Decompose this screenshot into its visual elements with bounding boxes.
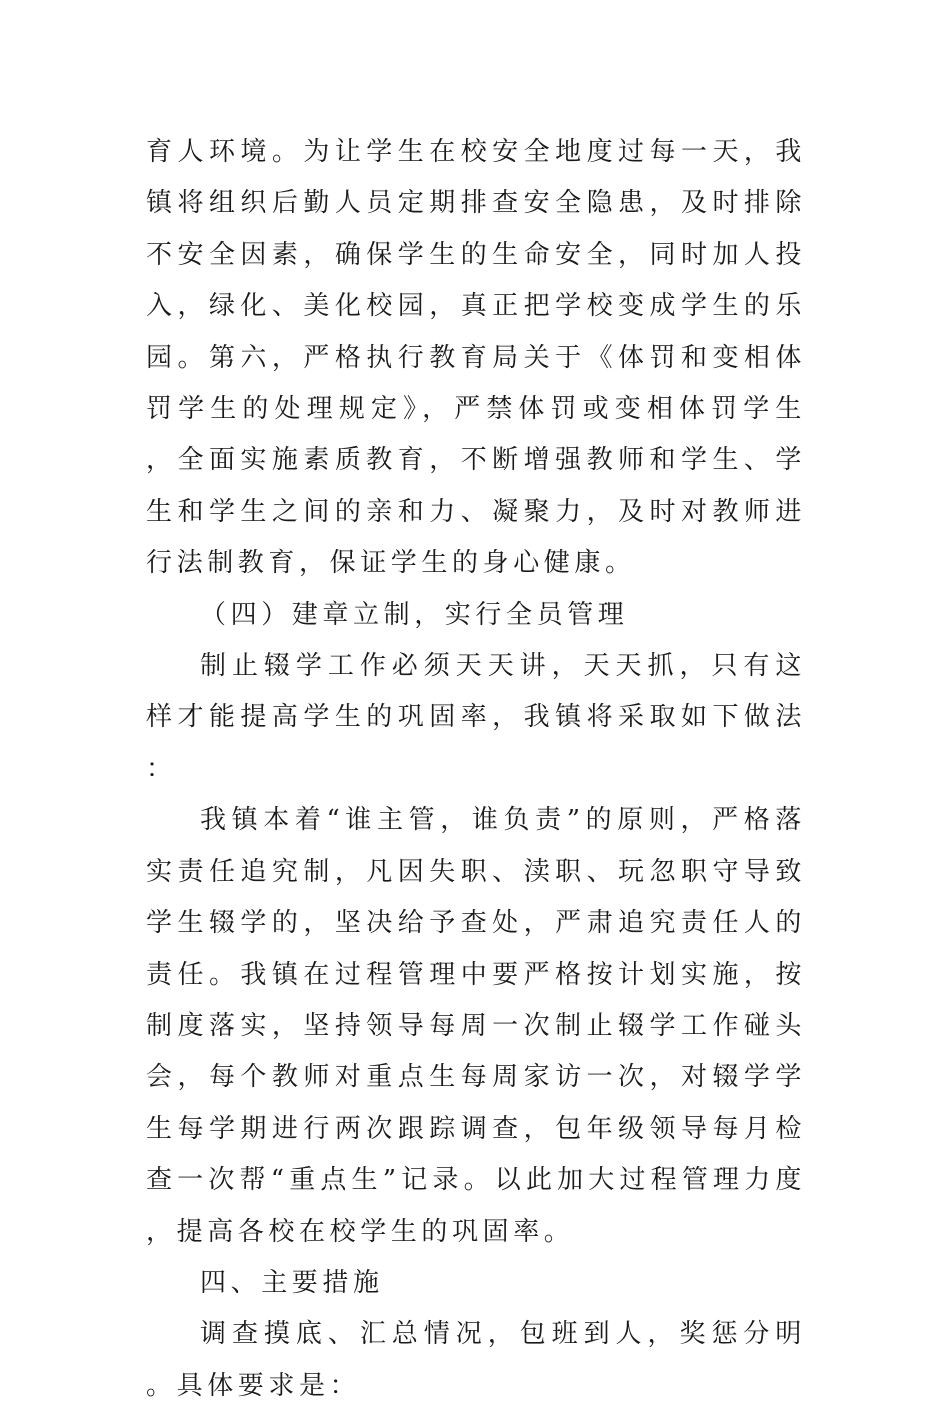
body-paragraph: 调查摸底、汇总情况，包班到人，奖惩分明。具体要求是： <box>146 1319 806 1401</box>
document-body <box>146 127 806 1412</box>
body-paragraph: 制止辍学工作必须天天讲，天天抓，只有这样才能提高学生的巩固率，我镇将采取如下做法： <box>146 651 806 784</box>
section-heading: 四、主要措施 <box>200 1267 384 1298</box>
section-heading: （四）建章立制，实行全员管理 <box>200 599 629 630</box>
body-paragraph: 育人环境。为让学生在校安全地度过每一天，我镇将组织后勤人员定期排查安全隐患，及时排除不安全因素，确保学生的生命安全，同时加人投入，绿化、美化校园，真正把学校变成学生的乐园。第六，严格执行教育局关于《体罚和变相体罚学生的处理规定》，严禁体罚或变相体罚学生，全面实施素质教育，不断增强教师和学生、学生和学生之间的亲和力、凝聚力，及时对教师进行法制教育，保证学生的身心健康。 <box>146 137 806 579</box>
body-paragraph: 我镇本着“谁主管，谁负责”的原则，严格落实责任追究制，凡因失职、渎职、玩忽职守导致学生辍学的，坚决给予查处，严肃追究责任人的责任。我镇在过程管理中要严格按计划实施，按制度落实，坚持领导每周一次制止辍学工作碰头会，每个教师对重点生每周家访一次，对辍学学生每学期进行两次跟踪调查，包年级领导每月检查一次帮“重点生”记录。以此加大过程管理力度，提高各校在校学生的巩固率。 <box>146 805 806 1247</box>
